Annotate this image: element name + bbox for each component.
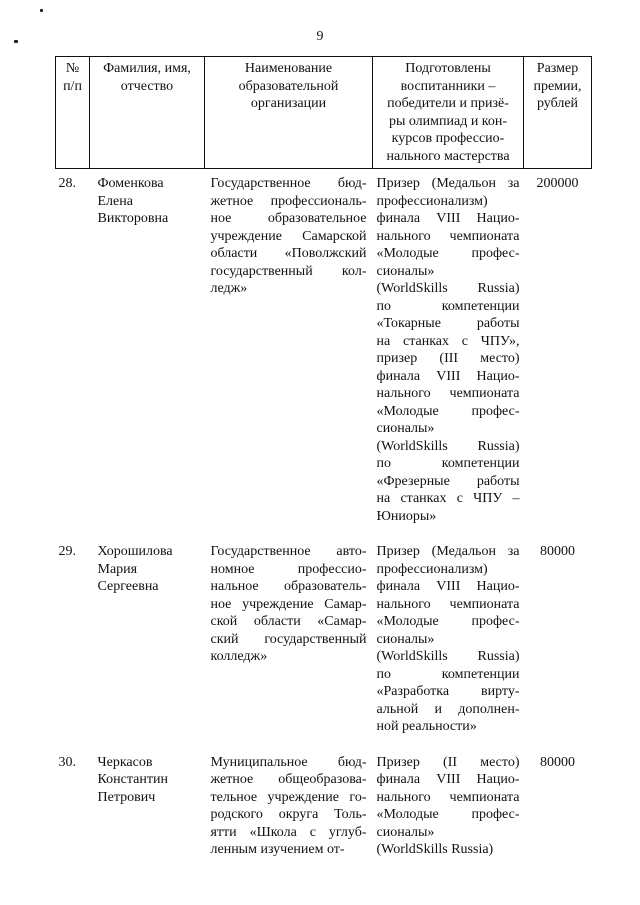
text-line: ский государственный <box>210 631 367 647</box>
text-line: финала VIII Нацио- <box>376 772 520 787</box>
text-line: воспитанники – <box>400 78 496 94</box>
text-line: по компетенции <box>376 456 520 471</box>
text-line: Призер (Медальон за <box>376 176 520 191</box>
text-line: финала VIII Нацио- <box>376 579 520 594</box>
text-line: финала VIII Нацио- <box>376 368 520 384</box>
text-line: сионалы» <box>376 421 435 436</box>
achievement <box>373 169 524 526</box>
header-achievement <box>373 57 524 169</box>
text-line: образовательной <box>238 78 339 94</box>
text-line: колледж» <box>210 649 268 664</box>
text-line: Призер (Медальон за <box>376 544 520 559</box>
text-line: премии, <box>533 78 582 94</box>
text-line: ное учреждение Самар- <box>210 596 367 612</box>
text-line: «Молодые профес- <box>376 403 520 419</box>
text-line: победители и призё- <box>387 96 509 111</box>
text-line: № <box>65 61 80 76</box>
awards-table <box>55 56 592 859</box>
text-line: (WorldSkills Russia) <box>376 842 494 857</box>
text-line: Юниоры» <box>376 508 437 524</box>
text-line: жетное общеобразова- <box>210 772 367 787</box>
text-line: «Разработка вирту- <box>376 684 520 699</box>
text-line: Константин <box>97 772 168 787</box>
text-line: нальное образователь- <box>210 579 367 594</box>
text-line: Хорошилова <box>97 544 173 559</box>
person-name <box>90 736 205 859</box>
text-line: призер (III место) <box>376 351 520 366</box>
table-row <box>56 169 592 526</box>
header-num <box>56 57 90 169</box>
text-line: Фоменкова <box>97 176 164 191</box>
organization <box>205 736 373 859</box>
text-line: Муниципальное бюд- <box>210 754 367 770</box>
text-line: п/п <box>63 78 82 94</box>
text-line: области «Поволжский <box>210 246 367 261</box>
text-line: нального чемпионата <box>376 228 520 244</box>
text-line: нального чемпионата <box>376 789 520 805</box>
page-number: 9 <box>316 29 324 44</box>
text-line: Размер <box>536 61 579 76</box>
table-row <box>56 525 592 736</box>
prize-amount: 200000 <box>536 176 579 191</box>
header-org <box>205 57 373 169</box>
text-line: на станках с ЧПУ», <box>376 333 520 349</box>
text-line: родского округа Толь- <box>210 807 367 822</box>
text-line: курсов профессио- <box>391 131 505 146</box>
scan-speck <box>40 9 43 12</box>
organization <box>205 525 373 736</box>
text-line: по компетенции <box>376 666 520 682</box>
text-line: учреждение Самарской <box>210 228 367 244</box>
achievement <box>373 525 524 736</box>
text-line: «Токарные работы <box>376 316 520 331</box>
text-line: номное профессио- <box>210 561 367 577</box>
header-name <box>90 57 205 169</box>
row-number: 30. <box>58 754 76 770</box>
text-line: «Молодые профес- <box>376 246 520 261</box>
text-line: «Фрезерные работы <box>376 473 520 489</box>
text-line: ной реальности» <box>376 719 477 734</box>
table-header-row <box>56 57 592 169</box>
text-line: на станках с ЧПУ – <box>376 491 520 506</box>
text-line: жетное профессиональ- <box>210 193 367 209</box>
text-line: «Молодые профес- <box>376 807 520 822</box>
text-line: отчество <box>120 78 174 94</box>
text-line: нального чемпионата <box>376 386 520 401</box>
text-line: организации <box>250 96 327 111</box>
text-line: Викторовна <box>97 211 169 226</box>
text-line: Сергеевна <box>97 579 159 594</box>
row-number: 29. <box>58 544 76 559</box>
text-line: Государственное бюд- <box>210 176 367 191</box>
row-number: 28. <box>58 176 76 191</box>
text-line: ленным изучением от- <box>210 842 345 857</box>
text-line: по компетенции <box>376 298 520 314</box>
person-name <box>90 525 205 736</box>
text-line: рублей <box>536 96 579 111</box>
text-line: сионалы» <box>376 263 435 279</box>
header-prize <box>524 57 592 169</box>
text-line: нального мастерства <box>386 148 510 164</box>
text-line: нального чемпионата <box>376 596 520 612</box>
text-line: «Молодые профес- <box>376 614 520 629</box>
text-line: тельное учреждение го- <box>210 789 367 805</box>
prize-amount: 80000 <box>540 754 575 770</box>
text-line: Черкасов <box>97 754 153 770</box>
person-name <box>90 169 205 526</box>
text-line: альной и дополнен- <box>376 701 520 717</box>
text-line: Мария <box>97 561 138 577</box>
table-row <box>56 736 592 859</box>
achievement <box>373 736 524 859</box>
text-line: профессионализм) <box>376 561 488 577</box>
text-line: Фамилия, имя, <box>103 61 191 76</box>
text-line: Подготовлены <box>405 61 491 76</box>
text-line: Петрович <box>97 789 156 805</box>
text-line: государственный кол- <box>210 263 367 279</box>
text-line: (WorldSkills Russia) <box>376 649 520 664</box>
text-line: ской области «Самар- <box>210 614 367 629</box>
text-line: (WorldSkills Russia) <box>376 438 520 454</box>
prize-amount: 80000 <box>540 544 575 559</box>
text-line: финала VIII Нацио- <box>376 211 520 226</box>
text-line: ледж» <box>210 281 248 296</box>
text-line: ятти «Школа с углуб- <box>210 824 367 840</box>
text-line: сионалы» <box>376 631 435 647</box>
text-line: Призер (II место) <box>376 754 520 770</box>
text-line: профессионализм) <box>376 193 488 209</box>
text-line: Государственное авто- <box>210 544 367 559</box>
text-line: (WorldSkills Russia) <box>376 281 520 296</box>
organization <box>205 169 373 526</box>
text-line: Елена <box>97 193 133 209</box>
text-line: ное образовательное <box>210 211 367 226</box>
text-line: сионалы» <box>376 824 435 840</box>
text-line: Наименование <box>244 61 333 76</box>
text-line: ры олимпиад и кон- <box>388 113 508 129</box>
